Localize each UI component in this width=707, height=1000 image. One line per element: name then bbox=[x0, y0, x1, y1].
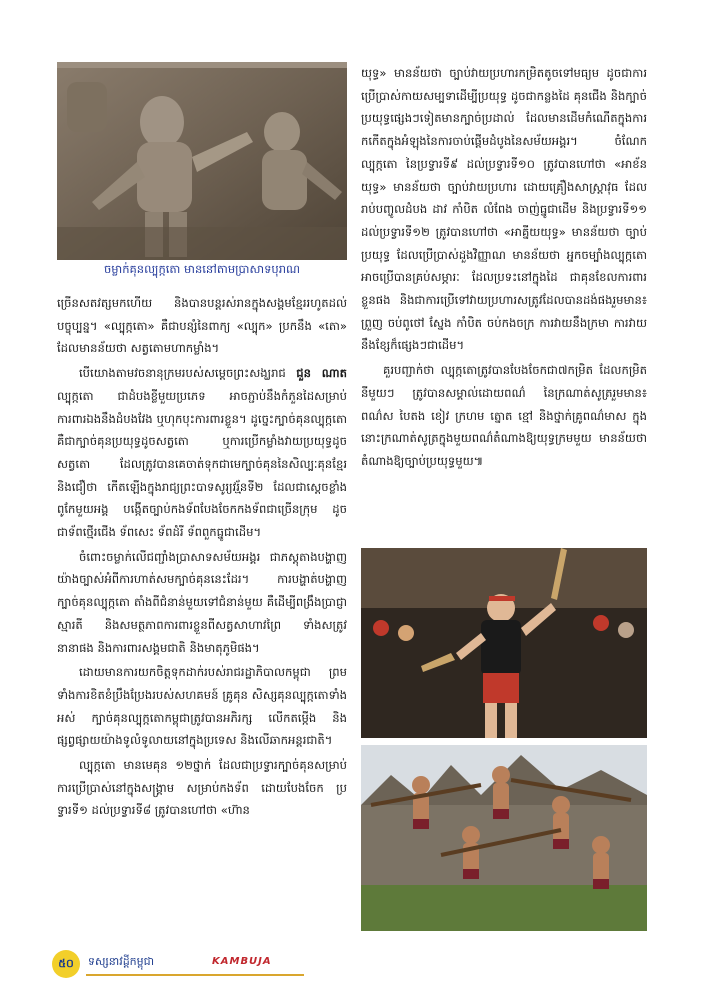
footer-rule bbox=[86, 974, 304, 976]
left-column bbox=[57, 292, 347, 824]
angkor-group-photo bbox=[361, 745, 647, 931]
bas-relief-photo bbox=[57, 62, 347, 260]
fighter-photo bbox=[361, 548, 647, 738]
right-column bbox=[361, 62, 647, 475]
paragraph: គួរបញ្ជាក់ថា ល្បុក្កតោត្រូវបានបែងចែកជា៧កម្រិត ដែលកម្រិតនីមួយៗ ត្រូវបានសម្គាល់ដោយពណ៌ នៃក្រណាត់សូត្ររួមមាន៖ ពណ៌ស បៃតង ខៀវ ក្រហម ត្នោត ខ្មៅ និងថ្នាក់គ្រូពណ៌មាស ក្នុងនោះក្រណាត់សូត្រក្នុងមួយពណ៌តំណាងឱ្យយុទ្ធក្រមមួយ មានន័យថា តំណាងឱ្យច្បាប់ប្រយុទ្ធមួយ៕ bbox=[361, 363, 647, 468]
author-name: ជួន ណាត bbox=[296, 366, 347, 381]
paragraph: ចំពោះចម្លាក់លើជញ្ជាំងប្រាសាទសម័យអង្គរ ជាភស្តុតាងបង្ហាញយ៉ាងច្បាស់អំពីការហាត់សមក្បាច់គុននេះដែរ។ ការបង្ហាត់បង្ហាញក្បាច់គុនល្បុក្កតោ តាំងពីជំនាន់មួយទៅជំនាន់មួយ គឺដើម្បីពង្រឹងប្រាជ្ញាស្មារតី និងសមត្ថភាពការពារខ្លួនពីសត្វសាហាវព្រៃ ទាំងសត្រូវនានាផង និងការពារសង្គមជាតិ និងមាតុភូមិផង។ bbox=[57, 549, 347, 655]
page-footer bbox=[52, 950, 292, 978]
paragraph: ដោយមានការយកចិត្តទុកដាក់របស់រាជរដ្ឋាភិបាលកម្ពុជា ព្រមទាំងការខិតខំប្រឹងប្រែងរបស់សហគមន៍ គ្រូគុន សិស្សគុនល្បុក្កតោទាំងអស់ ក្បាច់គុនល្បុក្កតោកម្ពុជាត្រូវបានអភិរក្ស លើកតម្កើង និងផ្សព្វផ្សាយយ៉ាងទូលំទូលាយនៅក្នុងប្រទេស និងលើឆាកអន្តរជាតិ។ bbox=[57, 665, 347, 748]
paragraph: យុទ្ធ» មានន័យថា ច្បាប់វាយប្រហារកម្រិតតូចទៅមធ្យម ដូចជាការប្រើប្រាស់កាយសម្បទាដើម្បីប្រយុទ្ធ ដូចជាកន្លងដៃ គុនជើង និងក្បាច់ប្រយុទ្ធផ្សេងៗទៀតមានក្បាច់ប្រដាល់ ដែលមានដើមកំណើតក្នុងការកកើតក្នុងអំឡុងនៃការចាប់ផ្ដើមដំបូងនៃសម័យអង្គរ។ ចំណែកល្បុក្កតោ នៃប្រទ្វារទី៩ ដល់ប្រទ្វារទី១០ ត្រូវបានហៅថា «អាខ័នយុទ្ធ» មានន័យថា ច្បាប់វាយប្រហារ ដោយគ្រឿងសាស្ត្រាវុធ ដែលរាប់បញ្ចូលដំបង ដាវ កាំបិត លំពែង ចាញ់ធ្នូជាដើម និងប្រទ្វារទី១១ ដល់ប្រទ្វារទី១២ ត្រូវបានហៅថា «អាគ្នីយយុទ្ធ» មានន័យថា ច្បាប់ប្រយុទ្ធ ដែលប្រើប្រាស់ដួងវិញ្ញាណ មានន័យថា អ្នកចម្បាំងល្បុក្កតោអាចប្រើបានគ្រប់សម្ភារៈ ដែលប្រទះនៅក្នុងដៃ ជាគុនខែលការពារខ្លួនផង និងជាការប្រើទៅវាយប្រហារសត្រូវដែលបានដង់ផងរួមមាន៖ ព្រួញ ចប់ពូថៅ ស្នែង កាំបិត ចប់កងចក្រ ការវាយនឹងក្រមា ការវាយនឹងខ្សែក៏ផ្សេងៗជាដើម។ bbox=[361, 66, 647, 353]
paragraph: ល្បុក្កតោ មានមេគុន ១២ថ្នាក់ ដែលជាប្រទ្វារក្បាច់គុនសម្រាប់ការប្រើប្រាស់នៅក្នុងសង្គ្រាម សម្រាប់កងទ័ព ដោយបែងចែក ប្រទ្វារទី១ ដល់ប្រទ្វារទី៨ ត្រូវបានហៅថា «ហ៊ាន bbox=[57, 758, 347, 818]
page-number: ៥០ bbox=[52, 950, 80, 978]
brand-name: KAMBUJA bbox=[212, 956, 272, 967]
paragraph: ច្រើនសតវត្សមកហើយ និងបានបន្តរស់រានក្នុងសង្គមខ្មែររហូតដល់បច្ចុប្បន្ន។ «ល្បុក្កតោ» គឺជាបន្សំនៃពាក្យ «ល្បុក» ប្រកនឹង «តោ» ដែលមានន័យថា សត្វតោមហាកម្លាំង។ bbox=[57, 296, 347, 356]
photo-caption: ចម្លាក់គុនល្បុក្កតោ មាននៅតាមប្រាសាទបុរាណ bbox=[103, 262, 301, 276]
magazine-title: ទស្សនាវដ្តីកម្ពុជា bbox=[88, 955, 155, 968]
paragraph: បើយោងតាមវចនានុក្រមរបស់សម្តេចព្រះសង្ឃរាជ ជួន ណាត ល្បុក្កតោ ជាដំបងខ្លីមួយប្រភេទ អាចភ្ជាប់នឹងកំភួនដៃសម្រាប់ការពារឯងនឹងដំបងវែង ឬហុកបុះការពារខ្លួន។ ដូច្នេះក្បាច់គុនល្បុក្កតោ គឺជាក្បាច់គុនប្រយុទ្ធដូចសត្វតោ ឬការប្រើកម្លាំងវាយប្រយុទ្ធដូចសត្វតោ ដែលត្រូវបានគេចាត់ទុកជាមេក្បាច់គុននៃសិល្បៈគុនខ្មែរ និងជឿថា កើតឡើងក្នុងរាជ្យព្រះបាទសូរ្យវរ្ម័នទី២ ដែលជាស្តេចខ្លាំងពូកែមួយអង្គ បង្កើតច្បាប់កងទ័ពបែងចែកកងទ័ពជាច្រើនក្រុម ដូចជាទ័ពថ្មើរជើង ទ័ពសេះ ទ័ពដំរី ទ័ពពួកធ្នូជាដើម។ bbox=[57, 366, 347, 540]
